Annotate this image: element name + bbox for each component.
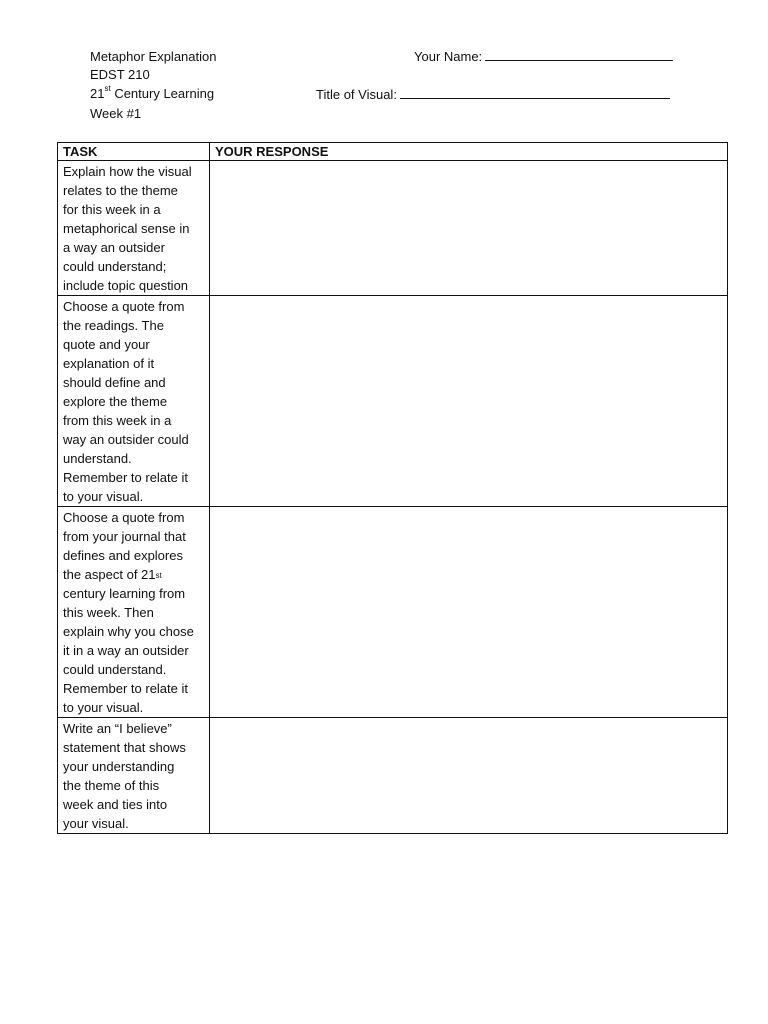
task-description	[63, 508, 204, 717]
visual-title-input-line[interactable]	[400, 86, 670, 99]
visual-title-field-row	[316, 85, 670, 104]
task-text-part: century learning from this week. Then explain why you chose it in a way an outsider could understand. Remember to relate it to your visual.	[63, 586, 194, 715]
table-header-row	[58, 143, 728, 161]
name-field-row	[414, 47, 673, 66]
course-topic	[90, 84, 214, 103]
topic-text: Century Learning	[110, 86, 215, 101]
task-column-header: TASK	[58, 143, 210, 161]
response-cell[interactable]	[210, 161, 728, 296]
worksheet-title: Metaphor Explanation	[90, 49, 217, 64]
task-cell	[58, 507, 210, 718]
week-label: Week #1	[90, 106, 142, 121]
name-label: Your Name:	[414, 49, 483, 64]
course-code: EDST 210	[90, 67, 150, 82]
table-row	[58, 507, 728, 718]
task-cell	[58, 161, 210, 296]
task-description: Write an “I believe” statement that shows your understanding the theme of this week and ties into your visual.	[63, 721, 186, 831]
table-row	[58, 718, 728, 834]
task-description: Choose a quote from the readings. The quote and your explanation of it should define and explore the theme from this week in a way an outsider could understand. Remember to relate it to your visual.	[63, 299, 189, 504]
task-text-part: Choose a quote from from your journal that defines and explores the aspect of 21	[63, 510, 186, 582]
task-ordinal: st	[155, 571, 162, 580]
response-cell[interactable]	[210, 507, 728, 718]
task-description: Explain how the visual relates to the theme for this week in a metaphorical sense in a way an outsider could understand; include topic question	[63, 164, 192, 293]
topic-ordinal: st	[104, 84, 111, 93]
response-cell[interactable]	[210, 296, 728, 507]
response-column-header: YOUR RESPONSE	[210, 143, 728, 161]
task-cell	[58, 296, 210, 507]
task-table	[57, 142, 728, 834]
topic-number: 21	[90, 86, 105, 101]
task-cell	[58, 718, 210, 834]
table-row	[58, 161, 728, 296]
response-cell[interactable]	[210, 718, 728, 834]
name-input-line[interactable]	[485, 48, 673, 61]
visual-title-label: Title of Visual:	[316, 87, 397, 102]
table-row	[58, 296, 728, 507]
